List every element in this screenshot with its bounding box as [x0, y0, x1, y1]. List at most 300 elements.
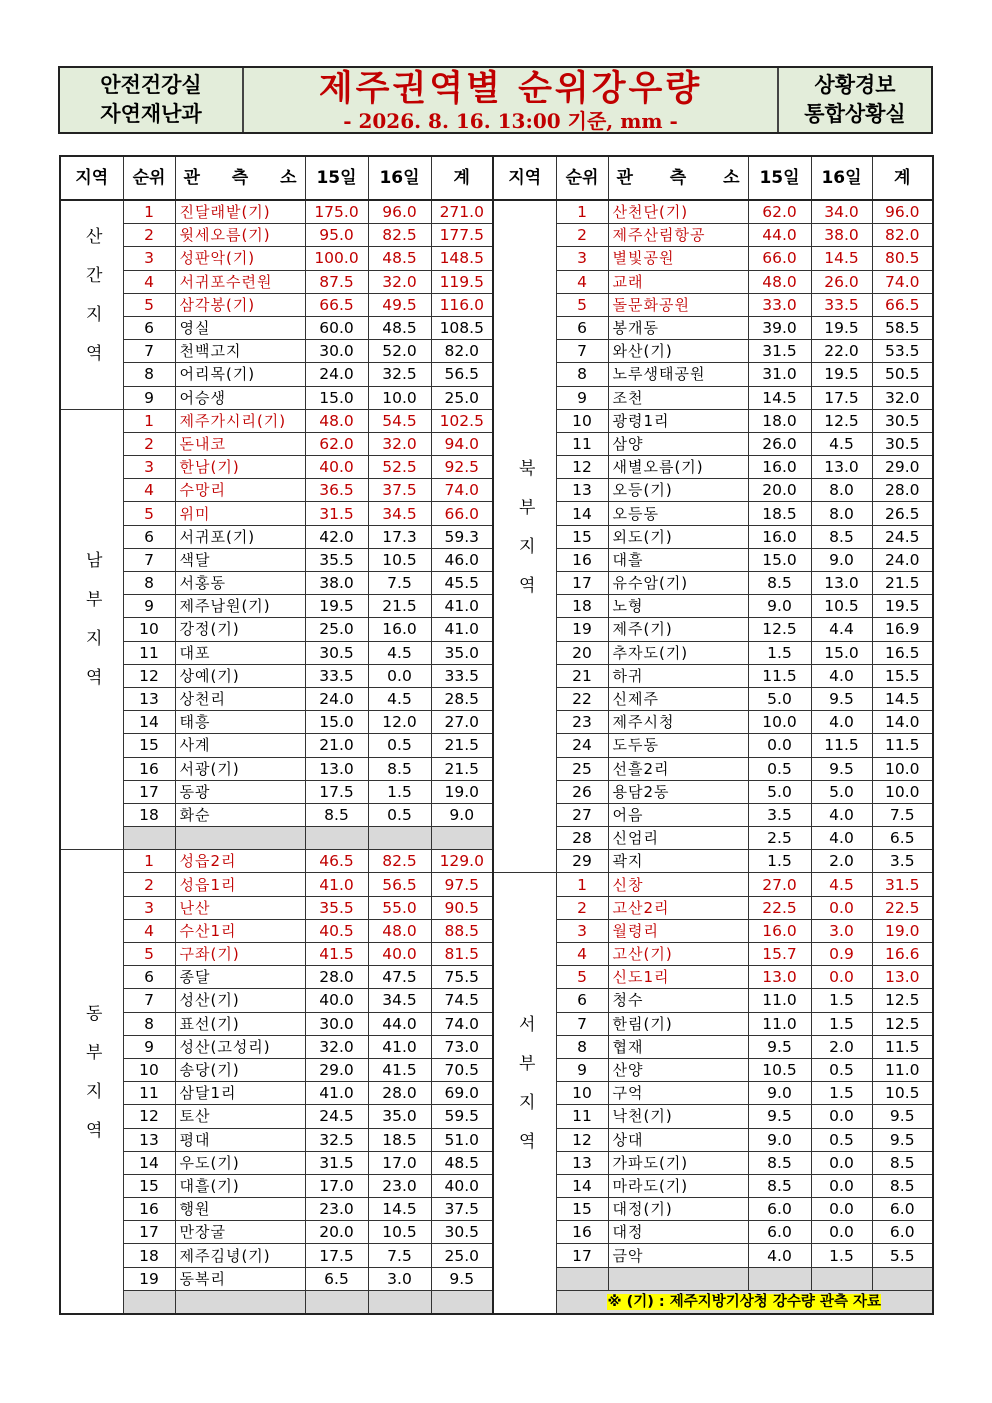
- left-day15-value: 15.0: [305, 711, 368, 734]
- right-total-value: 6.0: [872, 1221, 933, 1244]
- left-rank-cell: 14: [123, 711, 175, 734]
- right-day15-value: 5.0: [748, 687, 811, 710]
- right-station-name: 용담2동: [608, 780, 748, 803]
- right-station-name: 마라도(기): [608, 1174, 748, 1197]
- right-day16-value: 33.5: [811, 293, 872, 316]
- table-row: [60, 200, 933, 224]
- left-rank-cell: [123, 1290, 175, 1314]
- right-day15-value: 8.5: [748, 1151, 811, 1174]
- left-station-name: 삼각봉(기): [175, 293, 305, 316]
- right-station-name: 제주시청: [608, 711, 748, 734]
- left-day16-value: 4.5: [368, 641, 431, 664]
- left-total-value: 70.5: [431, 1058, 493, 1081]
- right-total-value: 6.5: [872, 827, 933, 850]
- left-station-name: 돈내코: [175, 432, 305, 455]
- left-total-value: 41.0: [431, 595, 493, 618]
- left-day16-value: 48.5: [368, 247, 431, 270]
- left-total-value: 92.5: [431, 456, 493, 479]
- right-day16-value: 0.0: [811, 1198, 872, 1221]
- right-total-value: 10.0: [872, 780, 933, 803]
- left-day16-value: 28.0: [368, 1082, 431, 1105]
- right-station-name: 신창: [608, 873, 748, 896]
- left-day16-value: 40.0: [368, 943, 431, 966]
- left-rank-cell: 19: [123, 1267, 175, 1290]
- right-day15-value: 31.5: [748, 340, 811, 363]
- left-day15-value: 8.5: [305, 803, 368, 826]
- right-day15-value: 33.0: [748, 293, 811, 316]
- left-total-value: 25.0: [431, 1244, 493, 1267]
- right-day15-value: 8.5: [748, 572, 811, 595]
- left-day15-value: 21.0: [305, 734, 368, 757]
- left-total-value: 88.5: [431, 919, 493, 942]
- right-day15-value: 22.5: [748, 896, 811, 919]
- right-station-name: 한림(기): [608, 1012, 748, 1035]
- col-region: 지역: [60, 156, 123, 200]
- right-rank-cell: 17: [556, 1244, 608, 1267]
- left-rank-cell: 8: [123, 572, 175, 595]
- right-day16-value: 2.0: [811, 850, 872, 873]
- left-day16-value: 18.5: [368, 1128, 431, 1151]
- right-station-name: 산양: [608, 1058, 748, 1081]
- left-station-name: 위미: [175, 502, 305, 525]
- right-rank-cell: 12: [556, 1128, 608, 1151]
- left-total-value: 82.0: [431, 340, 493, 363]
- left-day15-value: 32.5: [305, 1128, 368, 1151]
- left-day16-value: 7.5: [368, 572, 431, 595]
- right-station-name: 신도1리: [608, 966, 748, 989]
- right-day16-value: 0.5: [811, 1058, 872, 1081]
- left-rank-cell: 9: [123, 1035, 175, 1058]
- left-total-value: 69.0: [431, 1082, 493, 1105]
- left-day15-value: 24.5: [305, 1105, 368, 1128]
- left-rank-cell: [123, 827, 175, 850]
- left-day16-value: 54.5: [368, 409, 431, 432]
- title-box: [242, 68, 779, 132]
- right-rank-cell: [556, 1267, 608, 1290]
- left-rank-cell: 4: [123, 270, 175, 293]
- right-day15-value: 18.5: [748, 502, 811, 525]
- left-station-name: 난산: [175, 896, 305, 919]
- left-day16-value: 35.0: [368, 1105, 431, 1128]
- right-total-value: [872, 1267, 933, 1290]
- right-rank-cell: 20: [556, 641, 608, 664]
- right-rank-cell: 14: [556, 502, 608, 525]
- right-day15-value: 9.5: [748, 1035, 811, 1058]
- left-day16-value: 4.5: [368, 687, 431, 710]
- right-total-value: 16.6: [872, 943, 933, 966]
- left-rank-cell: 13: [123, 687, 175, 710]
- right-day16-value: 5.0: [811, 780, 872, 803]
- left-station-name: 성읍2리: [175, 850, 305, 873]
- left-day16-value: 34.5: [368, 989, 431, 1012]
- right-station-name: 추자도(기): [608, 641, 748, 664]
- left-total-value: 41.0: [431, 618, 493, 641]
- left-total-value: 74.0: [431, 479, 493, 502]
- right-rank-cell: 22: [556, 687, 608, 710]
- left-station-name: 제주남원(기): [175, 595, 305, 618]
- right-day15-value: 12.5: [748, 618, 811, 641]
- left-day15-value: 23.0: [305, 1198, 368, 1221]
- right-day15-value: 8.5: [748, 1174, 811, 1197]
- left-rank-cell: 9: [123, 595, 175, 618]
- left-day15-value: 30.0: [305, 340, 368, 363]
- col-station-right: 관 측 소: [608, 156, 748, 200]
- left-total-value: 59.3: [431, 525, 493, 548]
- right-day15-value: 13.0: [748, 966, 811, 989]
- right-station-name: 광령1리: [608, 409, 748, 432]
- left-total-value: 27.0: [431, 711, 493, 734]
- left-day16-value: 82.5: [368, 224, 431, 247]
- col-region-right: 지역: [493, 156, 556, 200]
- left-day16-value: 17.3: [368, 525, 431, 548]
- right-day16-value: 1.5: [811, 989, 872, 1012]
- left-day15-value: 41.5: [305, 943, 368, 966]
- col-day15-right: 15일: [748, 156, 811, 200]
- col-total: 계: [431, 156, 493, 200]
- right-day16-value: 10.5: [811, 595, 872, 618]
- right-station-name: 조천: [608, 386, 748, 409]
- right-day16-value: 17.5: [811, 386, 872, 409]
- right-day16-value: 0.0: [811, 1221, 872, 1244]
- right-day15-value: 16.0: [748, 456, 811, 479]
- left-station-name: 평대: [175, 1128, 305, 1151]
- right-total-value: 96.0: [872, 200, 933, 224]
- left-rank-cell: 11: [123, 641, 175, 664]
- left-day15-value: 25.0: [305, 618, 368, 641]
- left-rank-cell: 9: [123, 386, 175, 409]
- right-day15-value: 14.5: [748, 386, 811, 409]
- right-total-value: 31.5: [872, 873, 933, 896]
- left-station-name: 수망리: [175, 479, 305, 502]
- right-station-name: 외도(기): [608, 525, 748, 548]
- left-station-name: 행원: [175, 1198, 305, 1221]
- left-station-name: 토산: [175, 1105, 305, 1128]
- left-rank-cell: 6: [123, 966, 175, 989]
- right-station-name: 고산(기): [608, 943, 748, 966]
- right-day16-value: 19.5: [811, 316, 872, 339]
- left-day15-value: 42.0: [305, 525, 368, 548]
- right-station-name: 산천단(기): [608, 200, 748, 224]
- left-rank-cell: 2: [123, 432, 175, 455]
- right-day15-value: 5.0: [748, 780, 811, 803]
- right-total-value: 5.5: [872, 1244, 933, 1267]
- right-total-value: 12.5: [872, 1012, 933, 1035]
- left-station-name: [175, 827, 305, 850]
- department-line2: 자연재난과: [100, 102, 202, 126]
- left-total-value: 66.0: [431, 502, 493, 525]
- right-day16-value: 3.0: [811, 919, 872, 942]
- left-rank-cell: 16: [123, 757, 175, 780]
- right-day15-value: 44.0: [748, 224, 811, 247]
- right-station-name: 가파도(기): [608, 1151, 748, 1174]
- left-day16-value: 32.5: [368, 363, 431, 386]
- left-rank-cell: 15: [123, 1174, 175, 1197]
- region-label-north: 북부지역: [493, 200, 556, 873]
- left-day16-value: 49.5: [368, 293, 431, 316]
- right-day16-value: 0.0: [811, 966, 872, 989]
- right-total-value: 8.5: [872, 1174, 933, 1197]
- left-station-name: 서귀포수련원: [175, 270, 305, 293]
- left-day15-value: 17.5: [305, 780, 368, 803]
- right-day16-value: 9.0: [811, 548, 872, 571]
- right-day16-value: 0.5: [811, 1128, 872, 1151]
- right-rank-cell: 1: [556, 873, 608, 896]
- left-day15-value: 19.5: [305, 595, 368, 618]
- right-day15-value: 16.0: [748, 919, 811, 942]
- left-day15-value: 38.0: [305, 572, 368, 595]
- right-day15-value: 18.0: [748, 409, 811, 432]
- left-day15-value: 20.0: [305, 1221, 368, 1244]
- right-rank-cell: 6: [556, 316, 608, 339]
- left-day16-value: 44.0: [368, 1012, 431, 1035]
- left-day16-value: 52.5: [368, 456, 431, 479]
- right-day16-value: 14.5: [811, 247, 872, 270]
- right-day15-value: [748, 1267, 811, 1290]
- left-station-name: [175, 1290, 305, 1314]
- right-day16-value: 22.0: [811, 340, 872, 363]
- footnote: [556, 1290, 933, 1314]
- left-total-value: 46.0: [431, 548, 493, 571]
- right-day16-value: 2.0: [811, 1035, 872, 1058]
- right-day16-value: 0.0: [811, 1151, 872, 1174]
- left-day15-value: 28.0: [305, 966, 368, 989]
- right-station-name: 구억: [608, 1082, 748, 1105]
- right-rank-cell: 28: [556, 827, 608, 850]
- left-rank-cell: 2: [123, 873, 175, 896]
- left-station-name: 성산(기): [175, 989, 305, 1012]
- left-total-value: 35.0: [431, 641, 493, 664]
- left-rank-cell: 1: [123, 850, 175, 873]
- left-station-name: 서홍동: [175, 572, 305, 595]
- left-total-value: 59.5: [431, 1105, 493, 1128]
- left-day15-value: 32.0: [305, 1035, 368, 1058]
- right-total-value: 19.0: [872, 919, 933, 942]
- right-day15-value: 10.5: [748, 1058, 811, 1081]
- right-total-value: 74.0: [872, 270, 933, 293]
- left-total-value: 119.5: [431, 270, 493, 293]
- left-day15-value: 6.5: [305, 1267, 368, 1290]
- left-rank-cell: 1: [123, 200, 175, 224]
- right-day16-value: 19.5: [811, 363, 872, 386]
- rainfall-table: [59, 155, 934, 1315]
- right-day16-value: 1.5: [811, 1012, 872, 1035]
- left-day16-value: 48.0: [368, 919, 431, 942]
- left-day16-value: 34.5: [368, 502, 431, 525]
- left-rank-cell: 8: [123, 363, 175, 386]
- right-rank-cell: 16: [556, 548, 608, 571]
- left-rank-cell: 4: [123, 479, 175, 502]
- left-total-value: 148.5: [431, 247, 493, 270]
- right-total-value: 66.5: [872, 293, 933, 316]
- right-total-value: 13.0: [872, 966, 933, 989]
- right-day15-value: 11.5: [748, 664, 811, 687]
- region-label-south: 남부지역: [60, 409, 123, 850]
- right-rank-cell: 15: [556, 525, 608, 548]
- right-day15-value: 31.0: [748, 363, 811, 386]
- left-total-value: 74.5: [431, 989, 493, 1012]
- left-day15-value: 41.0: [305, 873, 368, 896]
- left-total-value: 48.5: [431, 1151, 493, 1174]
- right-station-name: 대정(기): [608, 1198, 748, 1221]
- right-station-name: 봉개동: [608, 316, 748, 339]
- left-total-value: 271.0: [431, 200, 493, 224]
- right-day16-value: 8.0: [811, 502, 872, 525]
- right-total-value: 15.5: [872, 664, 933, 687]
- right-rank-cell: 19: [556, 618, 608, 641]
- left-day15-value: 30.0: [305, 1012, 368, 1035]
- right-rank-cell: 29: [556, 850, 608, 873]
- left-day15-value: 15.0: [305, 386, 368, 409]
- right-station-name: 협재: [608, 1035, 748, 1058]
- right-station-name: 선흘2리: [608, 757, 748, 780]
- left-day16-value: 8.5: [368, 757, 431, 780]
- right-day16-value: 9.5: [811, 757, 872, 780]
- right-day16-value: 34.0: [811, 200, 872, 224]
- right-total-value: 6.0: [872, 1198, 933, 1221]
- right-day16-value: 0.9: [811, 943, 872, 966]
- right-day15-value: 1.5: [748, 641, 811, 664]
- right-rank-cell: 8: [556, 363, 608, 386]
- left-day15-value: 29.0: [305, 1058, 368, 1081]
- right-station-name: 낙천(기): [608, 1105, 748, 1128]
- right-total-value: 30.5: [872, 432, 933, 455]
- right-total-value: 7.5: [872, 803, 933, 826]
- left-rank-cell: 10: [123, 1058, 175, 1081]
- left-station-name: 서귀포(기): [175, 525, 305, 548]
- left-total-value: 73.0: [431, 1035, 493, 1058]
- left-station-name: 한남(기): [175, 456, 305, 479]
- right-total-value: 10.5: [872, 1082, 933, 1105]
- left-total-value: [431, 827, 493, 850]
- left-day15-value: 36.5: [305, 479, 368, 502]
- left-station-name: 동광: [175, 780, 305, 803]
- right-day16-value: 1.5: [811, 1244, 872, 1267]
- right-station-name: 오등(기): [608, 479, 748, 502]
- right-rank-cell: 13: [556, 479, 608, 502]
- department-line1: 안전건강실: [100, 73, 202, 97]
- col-day16: 16일: [368, 156, 431, 200]
- left-total-value: 116.0: [431, 293, 493, 316]
- right-station-name: 신제주: [608, 687, 748, 710]
- left-station-name: 색달: [175, 548, 305, 571]
- left-day16-value: 16.0: [368, 618, 431, 641]
- right-rank-cell: 16: [556, 1221, 608, 1244]
- department-box: [60, 68, 244, 132]
- left-day15-value: 24.0: [305, 687, 368, 710]
- right-station-name: 도두동: [608, 734, 748, 757]
- left-day16-value: 23.0: [368, 1174, 431, 1197]
- left-day15-value: 87.5: [305, 270, 368, 293]
- left-day16-value: 10.5: [368, 548, 431, 571]
- col-total-right: 계: [872, 156, 933, 200]
- right-rank-cell: 24: [556, 734, 608, 757]
- right-day15-value: 4.0: [748, 1244, 811, 1267]
- left-day15-value: 95.0: [305, 224, 368, 247]
- left-station-name: 우도(기): [175, 1151, 305, 1174]
- right-day15-value: 39.0: [748, 316, 811, 339]
- right-day16-value: 4.0: [811, 803, 872, 826]
- right-station-name: 어음: [608, 803, 748, 826]
- right-total-value: 32.0: [872, 386, 933, 409]
- right-day16-value: 4.0: [811, 664, 872, 687]
- right-total-value: 58.5: [872, 316, 933, 339]
- left-total-value: 45.5: [431, 572, 493, 595]
- right-rank-cell: 3: [556, 919, 608, 942]
- right-station-name: 월령리: [608, 919, 748, 942]
- left-rank-cell: 13: [123, 1128, 175, 1151]
- right-day15-value: 16.0: [748, 525, 811, 548]
- right-day16-value: 38.0: [811, 224, 872, 247]
- left-station-name: 천백고지: [175, 340, 305, 363]
- left-day15-value: 48.0: [305, 409, 368, 432]
- right-rank-cell: 27: [556, 803, 608, 826]
- right-rank-cell: 11: [556, 1105, 608, 1128]
- left-total-value: 129.0: [431, 850, 493, 873]
- left-station-name: 어승생: [175, 386, 305, 409]
- right-total-value: 50.5: [872, 363, 933, 386]
- right-day15-value: 0.0: [748, 734, 811, 757]
- left-day15-value: 17.5: [305, 1244, 368, 1267]
- left-total-value: 81.5: [431, 943, 493, 966]
- right-total-value: 8.5: [872, 1151, 933, 1174]
- left-station-name: 화순: [175, 803, 305, 826]
- left-station-name: 강정(기): [175, 618, 305, 641]
- left-rank-cell: 8: [123, 1012, 175, 1035]
- right-station-name: 노루생태공원: [608, 363, 748, 386]
- left-rank-cell: 7: [123, 340, 175, 363]
- left-day15-value: 40.0: [305, 989, 368, 1012]
- right-station-name: 제주(기): [608, 618, 748, 641]
- left-total-value: 37.5: [431, 1198, 493, 1221]
- left-day16-value: 3.0: [368, 1267, 431, 1290]
- right-day15-value: 48.0: [748, 270, 811, 293]
- right-day15-value: 9.0: [748, 595, 811, 618]
- left-station-name: 상천리: [175, 687, 305, 710]
- right-day16-value: 8.0: [811, 479, 872, 502]
- right-day16-value: 1.5: [811, 1082, 872, 1105]
- left-day16-value: 10.5: [368, 1221, 431, 1244]
- right-day15-value: 6.0: [748, 1221, 811, 1244]
- left-station-name: 만장굴: [175, 1221, 305, 1244]
- right-station-name: 대정: [608, 1221, 748, 1244]
- left-day15-value: 40.0: [305, 456, 368, 479]
- left-rank-cell: 7: [123, 989, 175, 1012]
- left-day16-value: 10.0: [368, 386, 431, 409]
- left-day16-value: 82.5: [368, 850, 431, 873]
- left-station-name: 상예(기): [175, 664, 305, 687]
- left-rank-cell: 18: [123, 803, 175, 826]
- col-rank-right: 순위: [556, 156, 608, 200]
- left-total-value: 90.5: [431, 896, 493, 919]
- right-rank-cell: 11: [556, 432, 608, 455]
- left-day15-value: 35.5: [305, 896, 368, 919]
- right-total-value: 29.0: [872, 456, 933, 479]
- left-day15-value: [305, 827, 368, 850]
- left-rank-cell: 11: [123, 1082, 175, 1105]
- left-day16-value: 1.5: [368, 780, 431, 803]
- left-day16-value: 0.0: [368, 664, 431, 687]
- right-total-value: 53.5: [872, 340, 933, 363]
- left-day15-value: 46.5: [305, 850, 368, 873]
- right-rank-cell: 5: [556, 293, 608, 316]
- left-day15-value: 175.0: [305, 200, 368, 224]
- left-day16-value: 52.0: [368, 340, 431, 363]
- right-station-name: 금악: [608, 1244, 748, 1267]
- left-rank-cell: 3: [123, 456, 175, 479]
- left-day15-value: 66.5: [305, 293, 368, 316]
- left-station-name: 수산1리: [175, 919, 305, 942]
- page-title: 제주권역별 순위강우량: [318, 69, 703, 109]
